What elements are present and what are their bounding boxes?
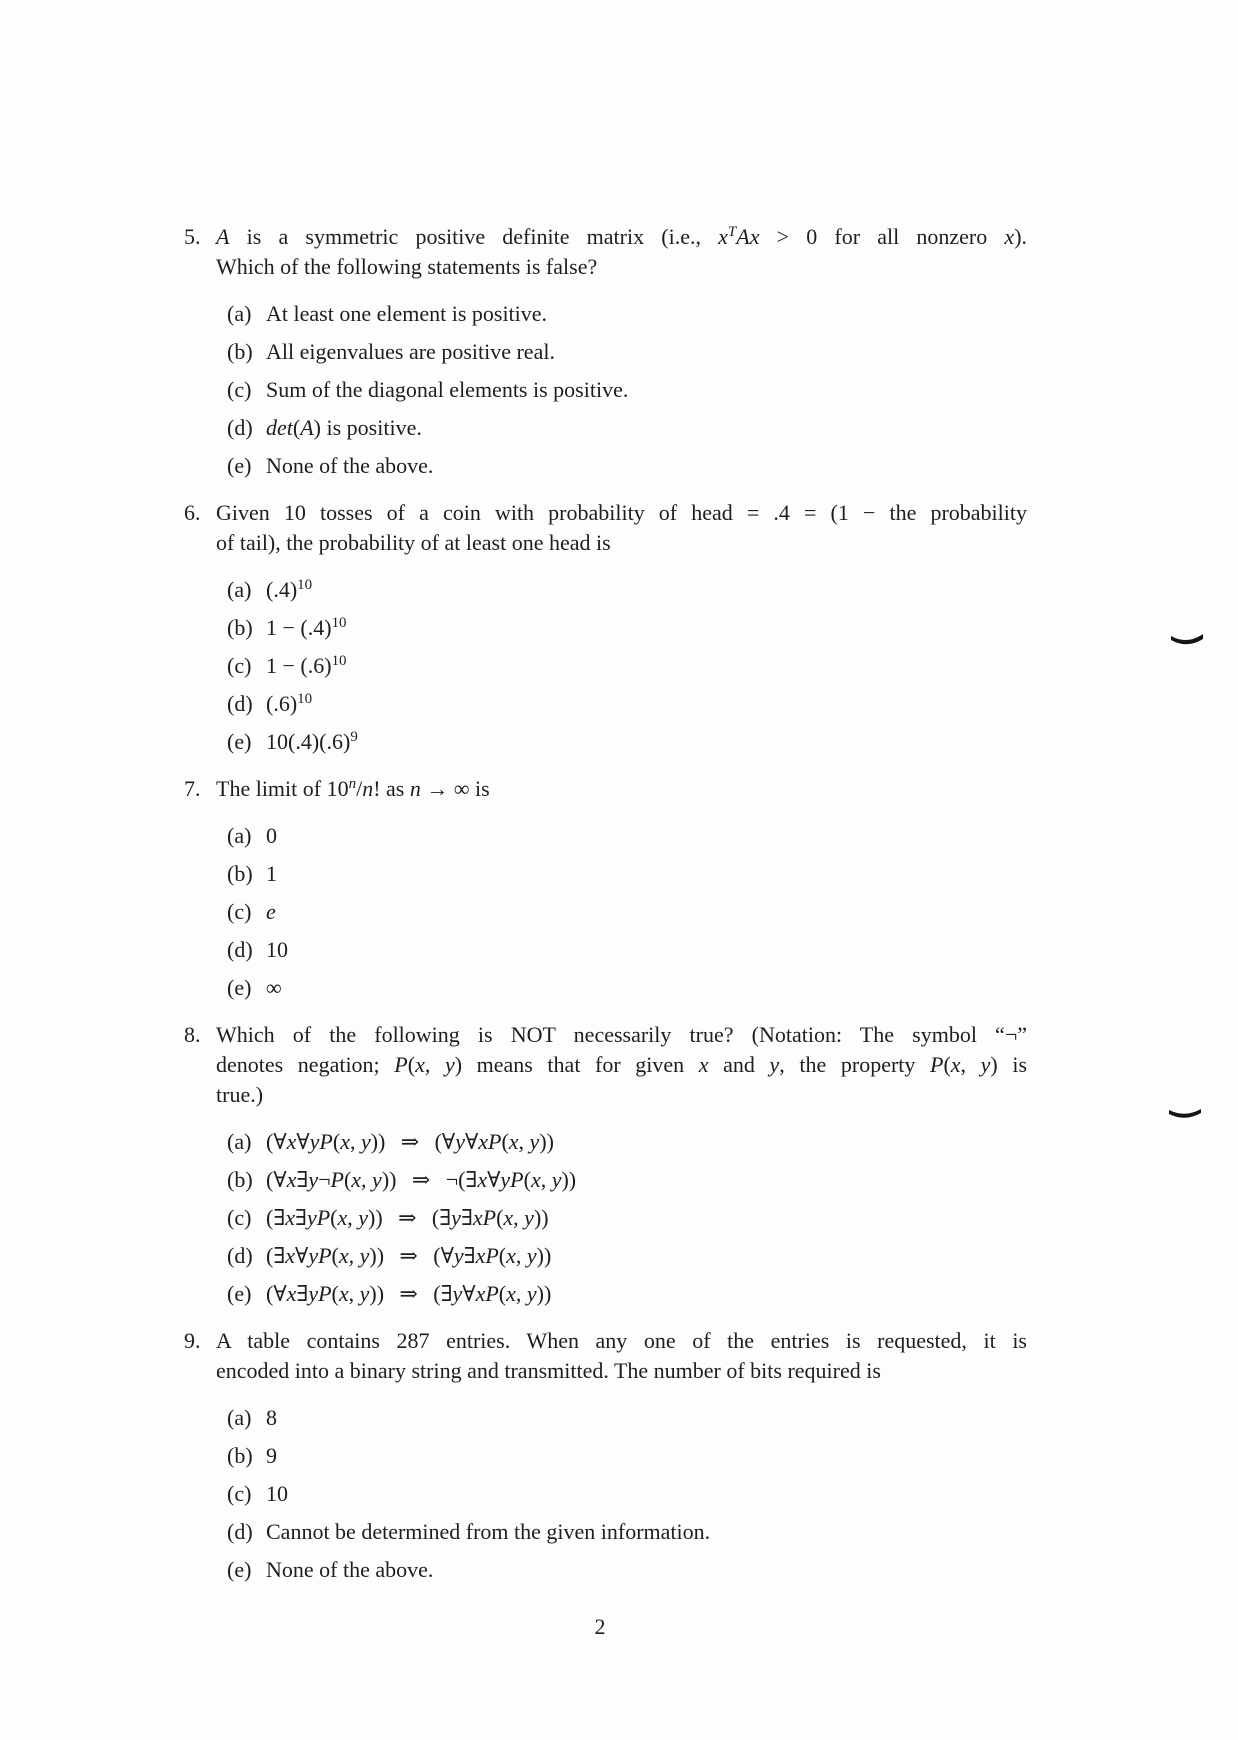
text-run: ,	[515, 1243, 527, 1268]
text-run: (	[498, 1281, 507, 1306]
math-term: x	[340, 1129, 350, 1154]
text-run: denotes negation;	[216, 1052, 395, 1077]
text-run: true.)	[216, 1082, 264, 1107]
text-run: (∀	[433, 1243, 454, 1268]
option-list	[227, 295, 1027, 485]
text-run: ∀	[296, 1129, 310, 1154]
text-run: ! as	[373, 776, 410, 801]
text-run: ,	[513, 1205, 525, 1230]
text-run: ∃	[295, 1205, 307, 1230]
option-list	[227, 1399, 1027, 1589]
text-run: (∀	[266, 1129, 287, 1154]
math-term: A	[300, 415, 314, 440]
option-label: (a)	[227, 577, 252, 602]
text-run: ,	[540, 1167, 552, 1192]
text-run: (	[496, 1205, 504, 1230]
question-stem	[184, 498, 1027, 558]
text-run: ,	[349, 1129, 361, 1154]
question-line	[216, 774, 1027, 804]
text-run: ))	[561, 1167, 577, 1192]
math-term: yP	[500, 1167, 524, 1192]
math-term: y	[526, 1243, 537, 1268]
question-line	[216, 222, 1027, 252]
question-text	[216, 774, 1027, 804]
option-e	[227, 969, 1027, 1007]
option-label: (a)	[227, 1129, 252, 1154]
text-run: /	[356, 776, 363, 801]
text-run: , the property	[779, 1052, 930, 1077]
question-line	[216, 1020, 1027, 1050]
option-label: (c)	[227, 1205, 252, 1230]
option-text	[266, 899, 276, 924]
math-term: 10	[297, 576, 313, 593]
question-8	[184, 1020, 1027, 1313]
option-text	[266, 1281, 551, 1306]
math-term: y	[980, 1052, 991, 1077]
math-term: P	[394, 1052, 408, 1077]
math-term: y	[451, 1205, 461, 1230]
math-term: 10	[331, 614, 347, 631]
text-run: ∀	[487, 1167, 501, 1192]
text-run: ))	[533, 1205, 549, 1230]
text-run: None of the above.	[266, 453, 434, 478]
math-term: x	[506, 1281, 516, 1306]
math-term: T	[727, 223, 737, 240]
text-run: ,	[347, 1205, 359, 1230]
text-run: ))	[381, 1167, 397, 1192]
option-c	[227, 1475, 1027, 1513]
text-run: None of the above.	[266, 1557, 434, 1582]
text-run: ∃	[296, 1281, 309, 1306]
text-run: The limit of 10	[216, 776, 349, 801]
implies-symbol: ⇒	[398, 1205, 417, 1230]
option-text	[266, 823, 277, 848]
option-list	[227, 817, 1027, 1007]
text-run: Which of the following is NOT necessarily true? (Notation: The symbol “¬”	[216, 1022, 1027, 1047]
text-run: 8	[266, 1405, 277, 1430]
text-run: and	[708, 1052, 770, 1077]
scan-mark	[1168, 1106, 1202, 1124]
question-7	[184, 774, 1027, 1007]
math-term: x	[718, 224, 728, 249]
text-run: 1 − (.4)	[266, 615, 332, 640]
question-text	[216, 222, 1027, 282]
text-run: → ∞ is	[420, 776, 490, 801]
math-term: yP	[309, 1129, 333, 1154]
math-term: x	[503, 1205, 514, 1230]
option-e	[227, 1275, 1027, 1313]
text-run: ))	[536, 1281, 552, 1306]
scan-mark	[1170, 631, 1204, 649]
option-b	[227, 1437, 1027, 1475]
option-text	[266, 1519, 710, 1544]
option-text	[266, 691, 312, 716]
text-run: 10	[266, 1481, 288, 1506]
option-label: (b)	[227, 1443, 253, 1468]
option-text	[266, 1443, 277, 1468]
math-term: x	[477, 1167, 488, 1192]
text-run: ) means that for given	[454, 1052, 699, 1077]
math-term: n	[409, 776, 421, 801]
question-stem	[184, 774, 1027, 804]
text-run: ,	[348, 1281, 360, 1306]
text-run: (∃	[433, 1281, 453, 1306]
text-run: of tail), the probability of at least one head is	[216, 530, 611, 555]
option-a	[227, 1123, 1027, 1161]
text-run: ) is	[990, 1052, 1028, 1077]
text-run: (	[331, 1243, 339, 1268]
option-label: (d)	[227, 1519, 253, 1544]
question-number: 8.	[184, 1022, 201, 1047]
option-text	[266, 577, 312, 602]
option-text	[266, 937, 288, 962]
math-term: x	[1004, 224, 1015, 249]
option-text	[266, 1129, 554, 1154]
option-c	[227, 371, 1027, 409]
option-label: (c)	[227, 377, 252, 402]
text-run: (∃	[431, 1205, 452, 1230]
option-d	[227, 685, 1027, 723]
math-term: y	[360, 1129, 371, 1154]
text-run: ))	[370, 1129, 386, 1154]
text-run: Given 10 tosses of a coin with probability of head = .4 = (1 − the probability	[216, 500, 1027, 525]
text-run: ∞	[266, 975, 282, 1000]
text-run: ∃	[296, 1167, 309, 1192]
text-run: ))	[369, 1243, 385, 1268]
text-run: (	[523, 1167, 531, 1192]
implies-symbol: ⇒	[411, 1167, 431, 1192]
option-label: (e)	[227, 729, 252, 754]
option-text	[266, 1167, 576, 1192]
math-term: 10	[331, 652, 347, 669]
option-label: (e)	[227, 1557, 252, 1582]
option-label: (a)	[227, 823, 252, 848]
option-c	[227, 893, 1027, 931]
text-run: ))	[369, 1281, 385, 1306]
math-term: y	[452, 1281, 463, 1306]
question-line	[216, 1050, 1027, 1080]
text-run: ∃	[460, 1205, 473, 1230]
option-b	[227, 1161, 1027, 1199]
option-d	[227, 1513, 1027, 1551]
text-run: ,	[424, 1052, 445, 1077]
option-a	[227, 295, 1027, 333]
text-run: ¬	[318, 1167, 331, 1192]
text-run: Cannot be determined from the given information.	[266, 1519, 711, 1544]
math-term: y	[359, 1281, 370, 1306]
option-label: (e)	[227, 1281, 252, 1306]
text-run: (	[498, 1243, 507, 1268]
option-text	[266, 1205, 549, 1230]
question-line	[216, 498, 1027, 528]
math-term: y	[551, 1167, 562, 1192]
question-number: 7.	[184, 776, 201, 801]
math-term: x	[337, 1205, 348, 1230]
text-run: (	[943, 1052, 951, 1077]
text-run: ))	[368, 1205, 383, 1230]
text-run: ∀	[295, 1243, 309, 1268]
question-text	[216, 498, 1027, 558]
math-term: e	[266, 899, 276, 924]
math-term: P	[930, 1052, 944, 1077]
text-run: At least one element is positive.	[266, 301, 548, 326]
math-term: y	[444, 1052, 455, 1077]
text-run: ) is positive.	[313, 415, 422, 440]
implies-symbol: ⇒	[399, 1243, 418, 1268]
option-label: (b)	[227, 1167, 253, 1192]
option-list	[227, 1123, 1027, 1313]
text-run: > 0 for all nonzero	[759, 224, 1005, 249]
option-label: (e)	[227, 975, 252, 1000]
math-term: y	[453, 1243, 464, 1268]
option-text	[266, 1405, 277, 1430]
option-text	[266, 653, 347, 678]
math-term: n	[362, 776, 374, 801]
option-d	[227, 409, 1027, 447]
option-e	[227, 723, 1027, 761]
question-number: 5.	[184, 224, 201, 249]
option-a	[227, 571, 1027, 609]
math-term: y	[455, 1129, 465, 1154]
page-number: 2	[594, 1614, 606, 1639]
option-d	[227, 1237, 1027, 1275]
option-text	[266, 615, 347, 640]
text-run: (	[407, 1052, 416, 1077]
implies-symbol: ⇒	[400, 1129, 420, 1154]
option-label: (a)	[227, 1405, 252, 1430]
text-run: 10	[266, 937, 288, 962]
text-run: (.4)	[266, 577, 298, 602]
question-stem	[184, 1020, 1027, 1110]
question-5	[184, 222, 1027, 485]
text-run: 1 − (.6)	[266, 653, 332, 678]
math-term: x	[506, 1243, 516, 1268]
text-run: (∀	[266, 1167, 287, 1192]
math-term: x	[286, 1281, 297, 1306]
option-list	[227, 571, 1027, 761]
question-stem	[184, 1326, 1027, 1386]
option-text	[266, 1243, 551, 1268]
implies-symbol: ⇒	[399, 1281, 418, 1306]
math-term: xP	[472, 1205, 497, 1230]
math-term: x	[338, 1243, 349, 1268]
math-term: yP	[306, 1205, 331, 1230]
text-run: 1	[266, 861, 277, 886]
question-text	[216, 1020, 1027, 1110]
text-run: (	[501, 1129, 509, 1154]
text-run: 10(.4)(.6)	[266, 729, 351, 754]
option-text	[266, 1481, 288, 1506]
option-b	[227, 333, 1027, 371]
question-line	[216, 1356, 1027, 1386]
option-label: (a)	[227, 301, 252, 326]
option-a	[227, 817, 1027, 855]
question-number: 6.	[184, 500, 201, 525]
text-run: (	[331, 1281, 339, 1306]
text-run: ,	[348, 1243, 360, 1268]
math-term: y	[769, 1052, 780, 1077]
option-c	[227, 647, 1027, 685]
option-text	[266, 861, 277, 886]
option-label: (d)	[227, 937, 253, 962]
option-text	[266, 377, 628, 402]
question-line	[216, 1080, 1027, 1110]
math-term: x	[950, 1052, 961, 1077]
text-run: All eigenvalues are positive real.	[266, 339, 555, 364]
math-term: x	[415, 1052, 425, 1077]
option-label: (d)	[227, 1243, 253, 1268]
math-term: A	[216, 224, 230, 249]
text-run: (.6)	[266, 691, 298, 716]
math-term: x	[286, 1167, 297, 1192]
option-b	[227, 855, 1027, 893]
option-text	[266, 453, 433, 478]
math-term: y	[308, 1167, 319, 1192]
math-term: x	[508, 1129, 519, 1154]
math-term: x	[698, 1052, 709, 1077]
question-line	[216, 252, 1027, 282]
text-run: encoded into a binary string and transmitted. The number of bits required is	[216, 1358, 881, 1383]
text-run: Which of the following statements is false?	[216, 254, 598, 279]
text-run: (∀	[266, 1281, 287, 1306]
text-run: Sum of the diagonal elements is positive.	[266, 377, 629, 402]
text-run: ).	[1014, 224, 1028, 249]
option-text	[266, 729, 358, 754]
option-text	[266, 301, 547, 326]
option-label: (d)	[227, 691, 253, 716]
text-run: (	[330, 1205, 338, 1230]
math-term: yP	[308, 1281, 332, 1306]
option-label: (d)	[227, 415, 253, 440]
option-b	[227, 609, 1027, 647]
text-run: ,	[960, 1052, 981, 1077]
math-term: yP	[308, 1243, 332, 1268]
math-term: x	[338, 1281, 349, 1306]
text-run: (	[332, 1129, 341, 1154]
text-run: is a symmetric positive definite matrix (i.e.,	[229, 224, 719, 249]
option-a	[227, 1399, 1027, 1437]
text-run: (	[292, 415, 301, 440]
math-term: x	[285, 1205, 296, 1230]
math-term: 9	[350, 728, 358, 745]
question-line	[216, 1326, 1027, 1356]
option-text	[266, 339, 555, 364]
option-label: (b)	[227, 615, 253, 640]
text-run: 9	[266, 1443, 277, 1468]
text-run: ,	[515, 1281, 527, 1306]
question-stem	[184, 222, 1027, 282]
text-run: ,	[361, 1167, 373, 1192]
option-text	[266, 1557, 433, 1582]
option-label: (c)	[227, 899, 252, 924]
text-run: (∃	[266, 1205, 286, 1230]
math-term: x	[351, 1167, 362, 1192]
math-term: x	[530, 1167, 541, 1192]
math-term: y	[524, 1205, 534, 1230]
math-term: Ax	[736, 224, 760, 249]
text-run: 0	[266, 823, 277, 848]
math-term: n	[348, 775, 357, 792]
text-run: A table contains 287 entries. When any one of the entries is requested, it is	[216, 1328, 1027, 1353]
math-term: xP	[475, 1281, 499, 1306]
math-term: det	[266, 415, 293, 440]
math-term: xP	[478, 1129, 502, 1154]
question-text	[216, 1326, 1027, 1386]
math-term: x	[286, 1129, 297, 1154]
option-d	[227, 931, 1027, 969]
option-c	[227, 1199, 1027, 1237]
option-label: (b)	[227, 339, 253, 364]
text-run: ∀	[462, 1281, 476, 1306]
option-e	[227, 447, 1027, 485]
option-label: (c)	[227, 1481, 252, 1506]
text-run: ¬(∃	[445, 1167, 478, 1192]
math-term: xP	[475, 1243, 499, 1268]
math-term: y	[529, 1129, 540, 1154]
question-number: 9.	[184, 1328, 201, 1353]
option-e	[227, 1551, 1027, 1589]
text-run: (∀	[434, 1129, 456, 1154]
question-6	[184, 498, 1027, 761]
option-text	[266, 975, 282, 1000]
text-run: ))	[536, 1243, 552, 1268]
question-line	[216, 528, 1027, 558]
math-term: y	[526, 1281, 537, 1306]
text-run: ,	[518, 1129, 530, 1154]
text-run: (	[343, 1167, 352, 1192]
math-term: y	[372, 1167, 382, 1192]
text-run: (∃	[266, 1243, 286, 1268]
option-label: (b)	[227, 861, 253, 886]
math-term: P	[330, 1167, 344, 1192]
option-text	[266, 415, 422, 440]
text-run: ∀	[464, 1129, 479, 1154]
math-term: x	[285, 1243, 296, 1268]
math-term: y	[358, 1205, 369, 1230]
math-term: 10	[297, 690, 313, 707]
option-label: (e)	[227, 453, 252, 478]
question-list	[184, 222, 1027, 1602]
math-term: y	[359, 1243, 370, 1268]
option-label: (c)	[227, 653, 252, 678]
question-9	[184, 1326, 1027, 1589]
text-run: ))	[539, 1129, 554, 1154]
text-run: ∃	[463, 1243, 476, 1268]
